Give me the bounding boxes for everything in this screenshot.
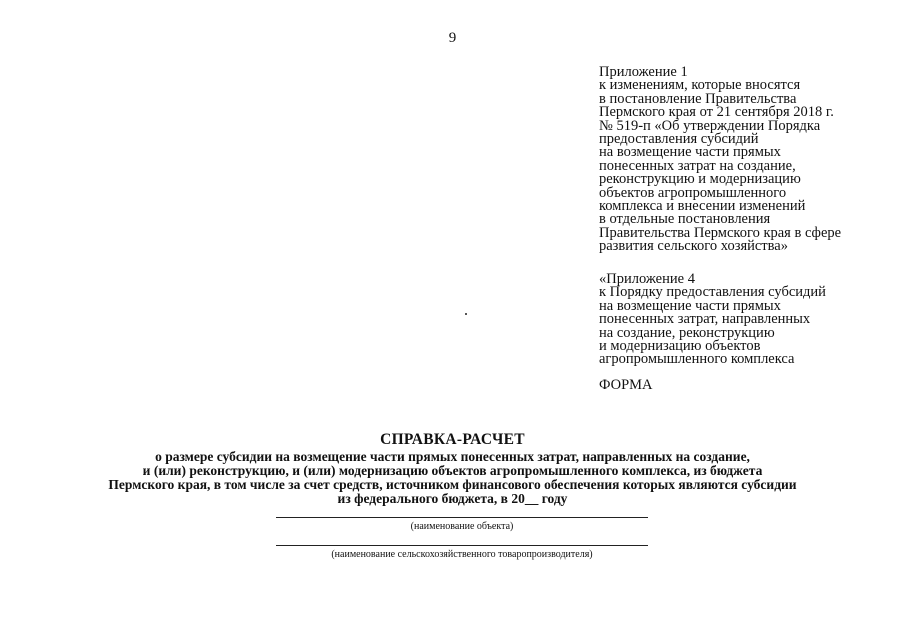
appendix-4-line: и модернизацию объектов [599, 338, 761, 355]
appendix-1-line: к изменениям, которые вносятся [599, 77, 801, 94]
document-subtitle [0, 450, 905, 506]
appendix-4-line: агропромышленного комплекса [599, 351, 795, 368]
appendix-1-line: объектов агропромышленного [599, 184, 787, 201]
appendix-4-line: на создание, реконструкцию [599, 324, 775, 341]
appendix-4-line: к Порядку предоставления субсидий [599, 284, 826, 301]
object-name-field[interactable] [276, 517, 648, 518]
subtitle-line: о размере субсидии на возмещение части прямых понесенных затрат, направленных на создание, [155, 449, 750, 464]
appendix-4-line: понесенных затрат, направленных [599, 311, 811, 328]
appendix-1-line: развития сельского хозяйства» [599, 238, 788, 255]
appendix-4-line: «Приложение 4 [599, 271, 695, 287]
object-name-caption: (наименование объекта) [410, 521, 514, 532]
appendix-1-note [599, 66, 899, 254]
producer-name-field[interactable] [276, 545, 648, 546]
subtitle-line: и (или) реконструкцию, и (или) модернизацию объектов агропромышленного комплекса, из бюджета [142, 463, 763, 478]
appendix-4-line: на возмещение части прямых [599, 297, 781, 314]
appendix-1-line: в постановление Правительства [599, 90, 797, 107]
appendix-1-line: на возмещение части прямых [599, 144, 781, 161]
scan-speck [465, 313, 467, 315]
appendix-1-line: предоставления субсидий [599, 131, 759, 148]
subtitle-line: из федерального бюджета, в 20__ году [337, 491, 568, 506]
form-label: ФОРМА [599, 377, 653, 393]
appendix-1-line: № 519-п «Об утверждении Порядка [599, 117, 821, 134]
subtitle-line: Пермского края, в том числе за счет средств, источником финансового обеспечения которых являются субсидии [108, 477, 797, 492]
appendix-1-line: в отдельные постановления [599, 211, 771, 228]
producer-name-caption: (наименование сельскохозяйственного товаропроизводителя) [331, 549, 593, 560]
appendix-1-line: Пермского края от 21 сентября 2018 г. [599, 104, 834, 121]
appendix-1-line: Правительства Пермского края в сфере [599, 224, 842, 241]
appendix-1-line: реконструкцию и модернизацию [599, 171, 801, 188]
appendix-1-line: Приложение 1 [599, 64, 688, 80]
document-title: СПРАВКА-РАСЧЕТ [380, 431, 525, 448]
appendix-1-line: понесенных затрат на создание, [599, 157, 796, 174]
appendix-4-note [599, 273, 899, 367]
appendix-1-line: комплекса и внесении изменений [599, 198, 806, 215]
page-number: 9 [448, 30, 457, 46]
